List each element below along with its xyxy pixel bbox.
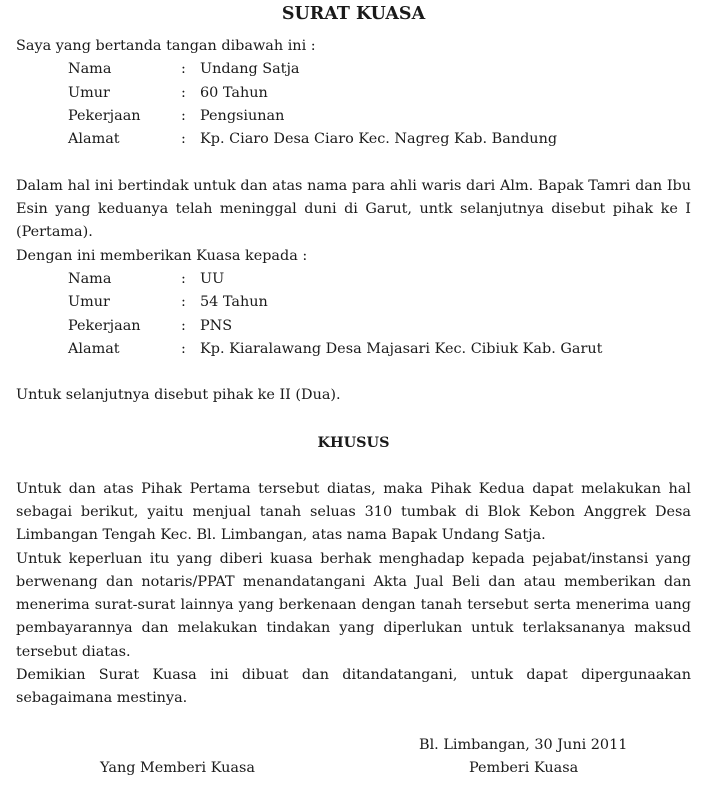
spacer [16,26,691,35]
document-title: SURAT KUASA [281,4,426,24]
field-value: Kp. Ciaro Desa Ciaro Kec. Nagreg Kab. Bandung [200,131,558,148]
field-value: 54 Tahun [200,294,268,311]
signature-block [16,734,691,780]
second-party-row-age [68,291,602,314]
second-party-note: Untuk selanjutnya disebut pihak ke II (Dua). [16,387,341,404]
second-party-row-address [68,338,602,361]
second-party-row-name [68,268,602,291]
first-party-row-name [68,58,557,81]
signatory-right-label: Pemberi Kuasa [469,759,579,776]
second-party-row-occupation [68,315,602,338]
field-label: Alamat [68,131,120,148]
grant-intro-line: Dengan ini memberikan Kuasa kepada : [16,247,308,264]
field-colon: : [181,61,186,78]
field-value: Kp. Kiaralawang Desa Majasari Kec. Cibiuk Kab. Garut [200,340,603,357]
spacer [16,454,691,477]
first-party-row-occupation [68,105,557,128]
field-value: Undang Satja [200,61,300,78]
spacer [16,151,691,174]
first-party-row-age [68,82,557,105]
first-party-row-address [68,128,557,151]
field-value: UU [200,270,225,287]
letter-page [16,0,691,780]
acting-paragraph: Dalam hal ini bertindak untuk dan atas nama para ahli waris dari Alm. Bapak Tamri dan Ibu Esin yang keduanya telah meninggal duni di Garut, untk selanjutnya disebut pihak ke I (Pertama). [16,177,691,241]
place-date: Bl. Limbangan, 30 Juni 2011 [419,736,628,753]
field-colon: : [181,294,186,311]
field-label: Umur [68,294,110,311]
field-label: Nama [68,270,112,287]
second-party-details [68,268,602,361]
field-colon: : [181,270,186,287]
field-value: PNS [200,317,233,334]
field-label: Pekerjaan [68,317,141,334]
spacer [16,408,691,431]
spacer [16,361,691,384]
intro-line: Saya yang bertanda tangan dibawah ini : [16,38,316,54]
field-colon: : [181,84,186,101]
field-label: Pekerjaan [68,107,141,124]
first-party-details [68,58,557,151]
paragraph-sale-authority: Untuk dan atas Pihak Pertama tersebut diatas, maka Pihak Kedua dapat melakukan hal sebagai berikut, yaitu menjual tanah seluas 310 tumbak di Blok Kebon Anggrek Desa Limbangan Tengah Kec. Bl. Limbangan, atas nama Bapak Undang Satja. [16,480,691,544]
field-colon: : [181,340,186,357]
field-colon: : [181,317,186,334]
field-label: Umur [68,84,110,101]
field-colon: : [181,131,186,148]
field-colon: : [181,107,186,124]
signatory-left-label: Yang Memberi Kuasa [100,759,255,776]
field-label: Nama [68,61,112,78]
paragraph-closing: Demikian Surat Kuasa ini dibuat dan ditandatangani, untuk dapat dipergunaakan sebagaimana mestinya. [16,667,691,707]
special-heading: KHUSUS [317,434,390,452]
field-value: Pengsiunan [200,107,285,124]
spacer [16,711,691,734]
paragraph-representation: Untuk keperluan itu yang diberi kuasa berhak menghadap kepada pejabat/instansi yang berwenang dan notaris/PPAT menandatangani Akta Jual Beli dan atau memberikan dan menerima surat-surat lainnya yang berkenaan dengan tanah tersebut serta menerima uang pembayarannya dan melakukan tindakan yang diperlukan untuk terlaksananya maksud tersebut diatas. [16,550,691,660]
field-label: Alamat [68,340,120,357]
field-value: 60 Tahun [200,84,268,101]
